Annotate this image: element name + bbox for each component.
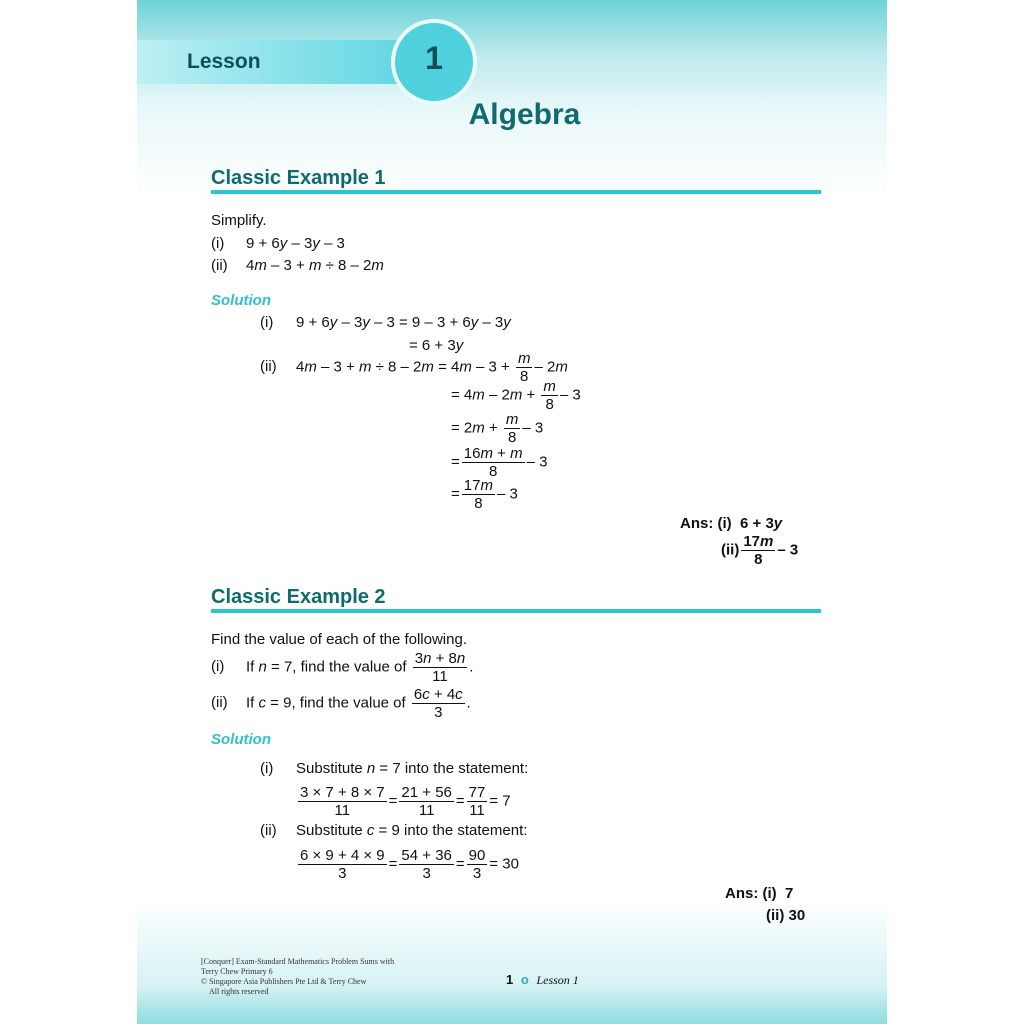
page-number: 1 (506, 972, 514, 987)
example-2-rule (211, 609, 821, 613)
example-1-question-2: (ii) 4m – 3 + m ÷ 8 – 2m (211, 257, 384, 274)
page-title: Algebra (468, 98, 581, 131)
example-2-heading: Classic Example 2 (211, 586, 386, 608)
example-1-answer-i: Ans: (i) 6 + 3y (680, 515, 783, 532)
example-1-step-4: = 4m – 2m + $\frac{m}{8}$ – 3 (451, 378, 581, 413)
lesson-label: Lesson (187, 50, 261, 73)
example-1-heading: Classic Example 1 (211, 167, 386, 189)
lesson-number: 1 (425, 40, 443, 76)
example-1-rule (211, 190, 821, 194)
example-2-question-2: (ii) If c = 9, find the value of $\frac{6c + 4c}{3}$ . (211, 686, 471, 721)
footer-separator: o (520, 972, 529, 987)
example-2-answer-ii: (ii) 30 (766, 907, 806, 924)
lesson-banner (137, 40, 437, 84)
footer-page-label (506, 972, 579, 988)
example-2-calc-1: $\frac{3 \times 7 + 8 \times 7}{11}$ = $\frac{21 + 56}{11}$ = $\frac{77}{11}$ = 7 (300, 784, 511, 819)
example-1-step-3: (ii) 4m – 3 + m ÷ 8 – 2m = 4m – 3 + $\frac{m}{8}$ – 2m (260, 350, 568, 385)
example-2-solution-label: Solution (211, 731, 271, 748)
example-1-step-7: = $\frac{17m}{8}$ – 3 (451, 477, 518, 512)
textbook-page (137, 0, 887, 1024)
example-1-solution-label: Solution (211, 292, 271, 309)
example-2-step-1: (i) Substitute n = 7 into the statement: (260, 760, 529, 777)
example-1-step-1: (i) 9 + 6y – 3y – 3 = 9 – 3 + 6y – 3y (260, 314, 511, 331)
example-1-question-1: (i) 9 + 6y – 3y – 3 (211, 235, 345, 252)
example-1-step-2: = 6 + 3y (409, 337, 464, 354)
example-1-answer-ii: (ii) $\frac{17m}{8}$ – 3 (721, 533, 799, 568)
example-2-question-1: (i) If n = 7, find the value of $\frac{3n + 8n}{11}$ . (211, 650, 474, 685)
example-2-step-2: (ii) Substitute c = 9 into the statement: (260, 822, 528, 839)
example-2-prompt: Find the value of each of the following. (211, 631, 467, 648)
example-2-calc-2: $\frac{6 \times 9 + 4 \times 9}{3}$ = $\frac{54 + 36}{3}$ = $\frac{90}{3}$ = 30 (300, 847, 519, 882)
example-2-answer-i: Ans: (i) 7 (725, 885, 794, 902)
example-1-step-6: = $\frac{16m + m}{8}$ – 3 (451, 445, 548, 480)
example-1-step-5: = 2m + $\frac{m}{8}$ – 3 (451, 411, 544, 446)
footer-copyright: [Conquer] Exam-Standard Mathematics Problem Sums with Terry Chew Primary 6 © Singapore Asia Publishers Pte Ltd & Terry Chew All rights reserved (201, 957, 395, 996)
footer-section: Lesson 1 (536, 973, 579, 987)
example-1-prompt: Simplify. (211, 212, 267, 229)
